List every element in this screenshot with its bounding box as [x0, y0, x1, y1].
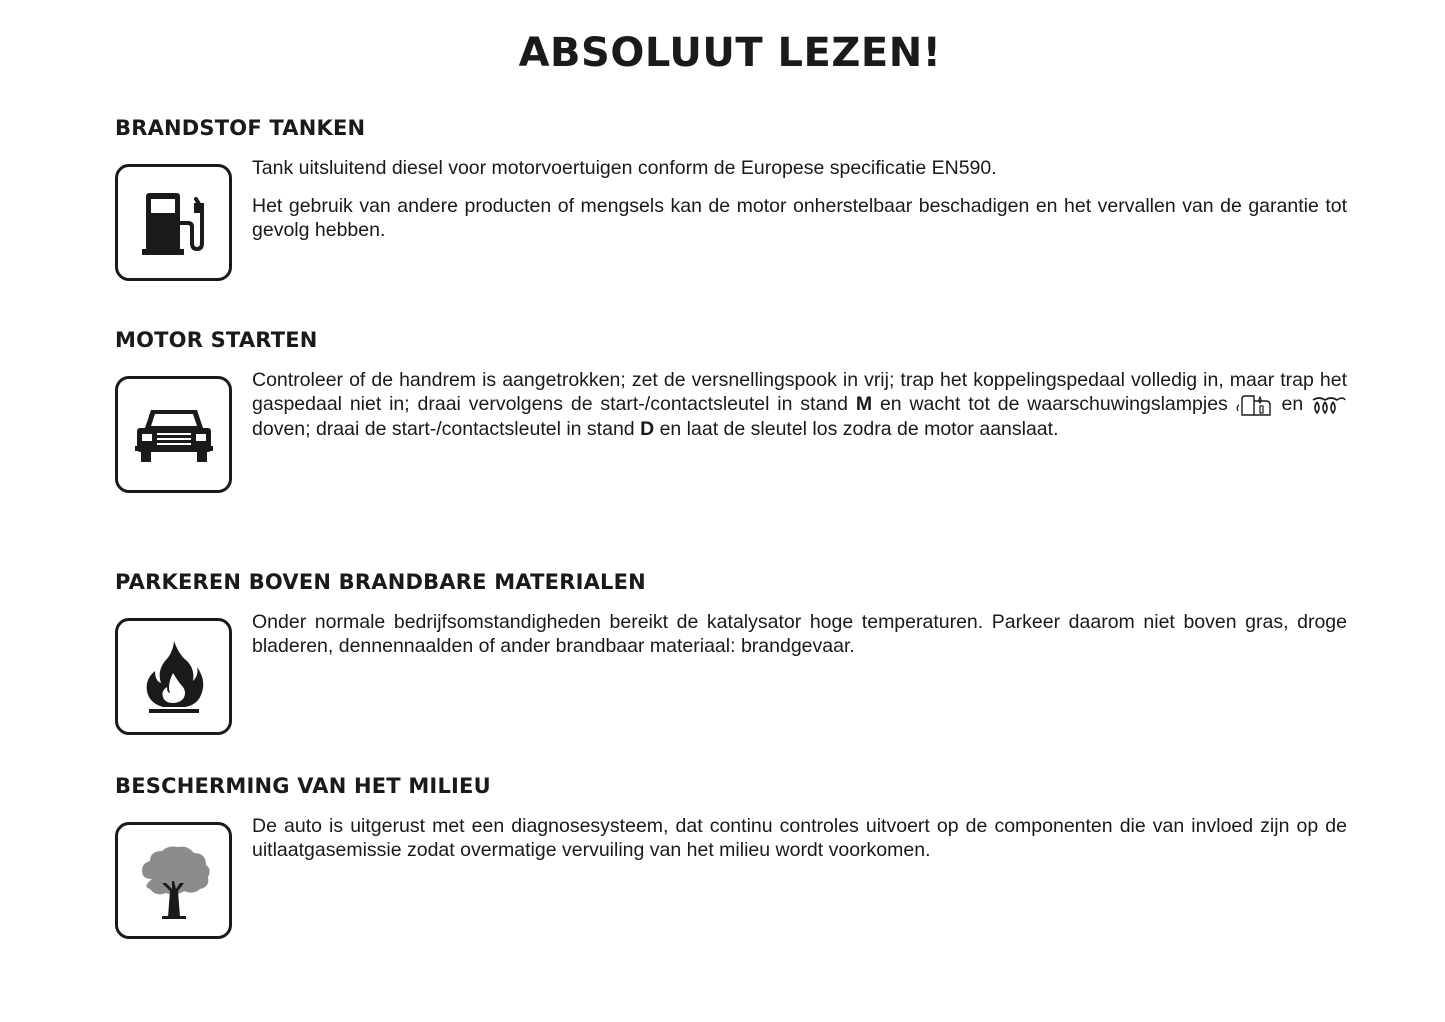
flame-icon — [139, 637, 209, 717]
section-body — [252, 368, 1347, 455]
paragraph: Tank uitsluitend diesel voor motorvoertuigen conform de Europese specificatie EN590. — [252, 157, 997, 179]
icon-frame — [115, 164, 232, 281]
icon-frame — [115, 376, 232, 493]
section-heading: PARKEREN BOVEN BRANDBARE MATERIALEN — [115, 570, 646, 594]
key-position-label: D — [640, 417, 655, 440]
section-body — [252, 156, 1347, 256]
section-body — [252, 814, 1347, 876]
text-run: Controleer of de handrem is aangetrokken; zet de versnellingspook in vrij; trap het koppelingspedaal volledig in, maar trap het gaspedaal niet in; draai vervolgens de start-/contactsleutel in stand — [252, 369, 1347, 415]
text-run: en laat de sleutel los zodra de motor aanslaat. — [659, 417, 1059, 440]
text-run: en wacht tot de waarschuwingslampjes — [879, 393, 1228, 415]
page-title: ABSOLUUT LEZEN! — [518, 30, 942, 76]
paragraph — [252, 368, 1347, 441]
tree-icon — [132, 839, 216, 923]
fuel-pump-icon — [134, 183, 214, 263]
section-heading: BRANDSTOF TANKEN — [115, 116, 366, 140]
icon-frame — [115, 822, 232, 939]
key-position-label: M — [855, 393, 873, 415]
section-heading: MOTOR STARTEN — [115, 328, 318, 352]
diesel-filter-warning-icon — [1236, 393, 1274, 417]
section-body — [252, 610, 1347, 672]
paragraph: De auto is uitgerust met een diagnosesysteem, dat continu controles uitvoert op de componenten die van invloed zijn op de uitlaatgasemissie zodat overmatige vervuiling van het milieu wordt voorkomen. — [252, 815, 1347, 861]
text-run: doven; draai de start-/contactsleutel in stand — [252, 417, 635, 440]
text-run: en — [1281, 393, 1304, 415]
car-front-icon — [133, 400, 215, 470]
glow-plug-icon — [1311, 394, 1347, 416]
icon-frame — [115, 618, 232, 735]
section-heading: BESCHERMING VAN HET MILIEU — [115, 774, 491, 798]
paragraph: Het gebruik van andere producten of mengsels kan de motor onherstelbaar beschadigen en het vervallen van de garantie tot gevolg hebben. — [252, 195, 1347, 241]
paragraph: Onder normale bedrijfsomstandigheden bereikt de katalysator hoge temperaturen. Parkeer daarom niet boven gras, droge bladeren, dennennaalden of ander brandbaar materiaal: brandgevaar. — [252, 611, 1347, 657]
